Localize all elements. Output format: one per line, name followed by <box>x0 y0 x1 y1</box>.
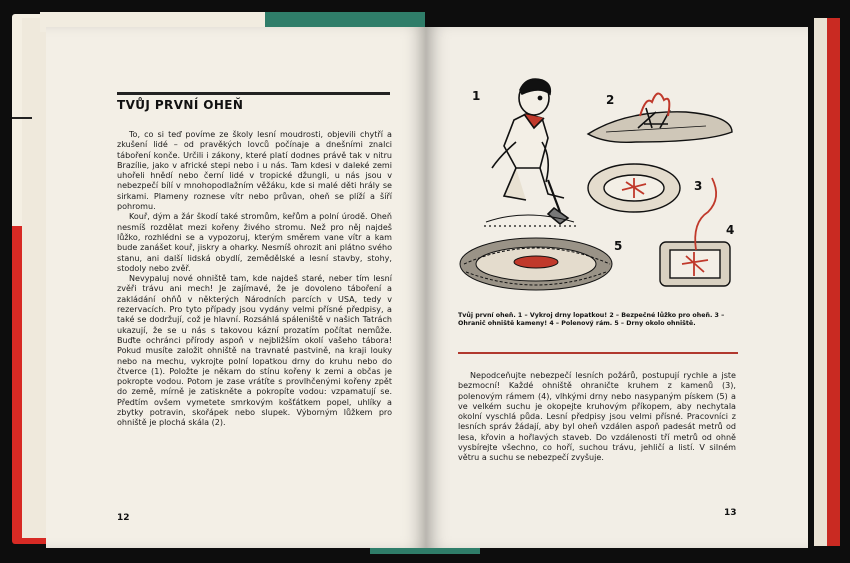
figure-label-3: 3 <box>694 179 703 193</box>
boy-digging-figure <box>484 79 576 226</box>
paragraph-2: Kouř, dým a žár škodí také stromům, keřům a polní úrodě. Oheň nesmíš rozdělat mezi kořeny živého stromu. Než pro něj najdeš lůžko, rozhlédni se a vypozoruj, kterým směrem vane vítr a kam bude zanášet kouř, jiskry a oharky. Nesmíš ohrozit ani plátno svého stanu, ani další lidská obydlí, zemědělské a lesní stavby, stohy, stodoly nebo zvěř. <box>117 212 392 273</box>
stone-ring-figure <box>588 164 680 212</box>
chapter-title: TVŮJ PRVNÍ OHEŇ <box>117 92 390 112</box>
left-page-text <box>117 130 392 429</box>
page-number-right: 13 <box>724 508 737 518</box>
figure-caption: Tvůj první oheň. 1 – Vykroj drny lopatkou! 2 – Bezpečné lůžko pro oheň. 3 – Ohranič ohniště kameny! 4 – Polenový rám. 5 – Drny okolo ohniště. <box>458 312 725 328</box>
figure-label-1: 1 <box>472 89 481 103</box>
paragraph-right: Nepodceňujte nebezpečí lesních požárů, postupují rychle a jste bezmocní! Každé ohniště ohraničte kruhem z kamenů (3), polenovým rámem (4), vlhkými drny nebo nasypaným pískem (5) a ve velkém suchu je okopejte kruhovým příkopem, aby nechytala okolní vyschlá půda. Lesní předpisy jsou velmi přísné. Pracovníci z lesních správ žádají, aby byl oheň vzdálen aspoň padesát metrů od lesa, křovin a hořlavých staveb. Do vzdálenosti tří metrů od ohně vysbírejte všechno, co hoří, suchou trávu, jehličí a listí. V silném větru a suchu se nebezpečí zvyšuje. <box>458 371 736 463</box>
book-cover-right-edge <box>814 18 840 546</box>
campfire-illustration <box>456 72 746 312</box>
figure-label-2: 2 <box>606 93 615 107</box>
paragraph-1: To, co si teď povíme ze školy lesní moudrosti, objevili chytří a zkušení lidé – od pravěkých lovců počínaje a dnešními znalci táboření konče. Určili i zákony, které platí dodnes právě tak v nitru Brazílie, jako v africké stepi nebo i u nás. Tam kdesi v daleké zemi uhořeli hnědí nebo černí lidé v tropické džungli, u nás jsou v nebezpečí bílí v mnohopodlažním věžáku, kde si malé děti hrály se sirkami. Plameny roznese vítr nebo průvan, oheň se plíží a šíří pohromu. <box>117 130 392 212</box>
red-divider <box>458 352 738 354</box>
figure-label-4: 4 <box>726 223 735 237</box>
sod-ring-figure <box>460 238 612 290</box>
figure-label-5: 5 <box>614 239 623 253</box>
paragraph-3: Nevypaluj nové ohniště tam, kde najdeš staré, neber tím lesní zvěři trávu ani mech! Je zajímavé, že je dovoleno táboření a zakládání ohňů v některých Národních parcích v USA, tedy v rezervacích. Pro tyto případy jsou vydány velmi přísné předpisy, a také se dodržují, což je hlavní. Rozsáhlá spáleniště v našich Tatrách ukazují, že se u nás s takovou kázní prozatím počítat nemůže. Buďte ochránci přírody aspoň v nejbližším okolí vašeho tábora! Pokud musíte založit ohniště na travnaté pastvině, na kraji louky nebo na mechu, vykrojte polní lopatkou drny do kruhu nebo do čtverce (1). Položte je někam do stínu kořeny k zemi a občas je pokropte vodou. Potom je zase vrátíte s provlhčenými kořeny zpět do země, mírně je zatiskněte a pokropíte vodou: vzpamatují se. Předtím ovšem vymetete smrkovým košťátkem popel, uhlíky a zbytky potravin, skořápek nebo slupek. Výborným lůžkem pro ohniště je plochá skála (2). <box>117 274 392 428</box>
right-page-text <box>458 371 736 464</box>
margin-mark <box>12 117 32 119</box>
page-number-left: 12 <box>117 513 130 523</box>
